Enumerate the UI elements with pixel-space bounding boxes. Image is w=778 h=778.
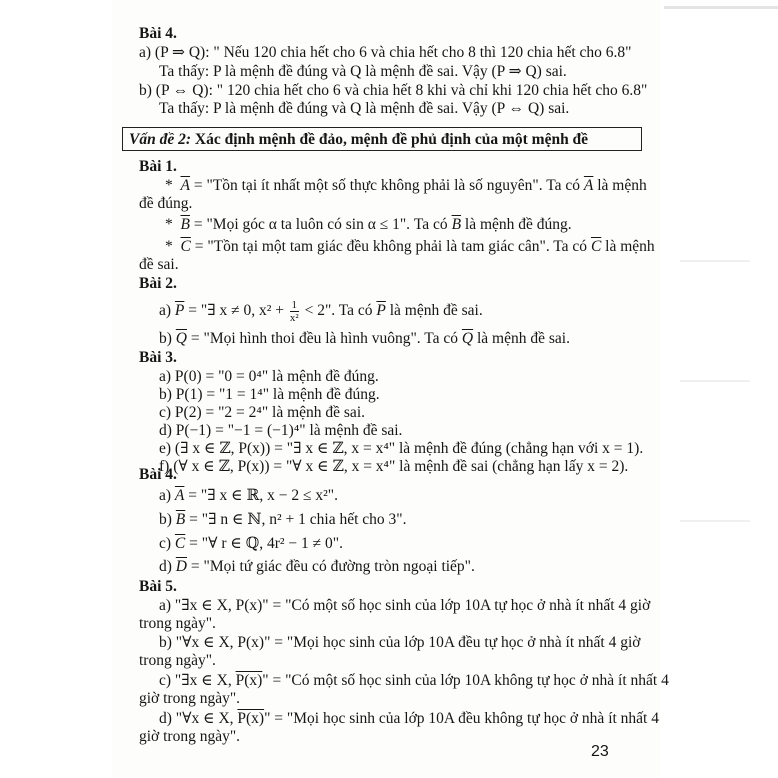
bai3-line: c) P(2) = "2 = 2⁴" là mệnh đề sai.	[159, 404, 365, 421]
overline-var: $\overline{A}$	[174, 487, 185, 504]
bai4-d-text: = "Mọi tứ giác đều có đường tròn ngoại tiếp".	[187, 558, 475, 575]
overline-expr: P(x)	[237, 710, 265, 727]
bai5-line-b: b) "∀x ∈ X, P(x)" = "Mọi học sinh của lớp 10A đều tự học ở nhà ít nhất 4 giờ	[159, 634, 641, 651]
bai4-line-a	[159, 486, 338, 505]
topic-banner	[122, 127, 642, 151]
bai4-line-c	[159, 534, 343, 553]
bai1-b-end: là mệnh đề đúng.	[461, 216, 572, 233]
bai4-line-d	[159, 557, 475, 576]
bai5-line-c	[159, 671, 669, 690]
fraction	[290, 299, 299, 324]
section1-line-a2: Ta thấy: P là mệnh đề đúng và Q là mệnh đề sai. Vậy (P ⇒ Q) sai.	[159, 63, 567, 80]
bleed-through-mark	[680, 380, 750, 382]
bai3-line: e) (∃ x ∈ ℤ, P(x)) = "∃ x ∈ ℤ, x = x⁴" là mệnh đề đúng (chẳng hạn với x = 1).	[159, 440, 644, 457]
bai5-c-pre: c) "∃x ∈ X,	[159, 672, 236, 689]
section1-line-b: b) (P ⇔ Q): " 120 chia hết cho 6 và chia hết 8 khi và chỉ khi 120 chia hết cho 6.8"	[139, 82, 648, 99]
bai1-line-b: * $\overline{B}$ = "Mọi góc α ta luôn có sin α ≤ 1". Ta có $\overline{B}$ là mệnh đề đúng.	[165, 216, 572, 233]
top-edge-rule	[664, 6, 778, 9]
bai1-a-text: = "Tồn tại ít nhất một số thực không phải là số nguyên". Ta có	[189, 177, 584, 194]
bai5-line-c2: giờ trong ngày".	[139, 690, 241, 707]
bai1-line-a-cont: đề đúng.	[139, 195, 193, 212]
textbook-page	[112, 0, 669, 778]
bai5-line-a: a) "∃x ∈ X, P(x)" = "Có một số học sinh của lớp 10A tự học ở nhà ít nhất 4 giờ	[159, 597, 651, 614]
bai2-line-b	[159, 329, 570, 348]
overline-var: $\overline{C}$	[180, 238, 191, 255]
banner-italic: Vấn đề 2:	[129, 131, 191, 148]
overline-var: $\overline{P}$	[174, 302, 185, 320]
bai1-line-a: * $\overline{A}$ = "Tồn tại ít nhất một số thực không phải là số nguyên". Ta có $\overline{A}$ là mệnh	[165, 177, 647, 194]
bleed-through-mark	[680, 260, 750, 262]
fraction-denominator: x²	[289, 312, 299, 324]
bai2-b-text: = "Mọi hình thoi đều là hình vuông". Ta có	[187, 330, 462, 347]
bai1-a-end: là mệnh	[593, 177, 647, 194]
bai2-b-end: là mệnh đề sai.	[473, 330, 570, 347]
overline-var: $\overline{P}$	[376, 302, 386, 320]
bai3-line: f) (∀ x ∈ ℤ, P(x)) = "∀ x ∈ ℤ, x = x⁴" là mệnh đề sai (chẳng hạn lấy x = 2).	[159, 458, 629, 475]
bai1-b-text: = "Mọi góc α ta luôn có sin α ≤ 1". Ta có	[189, 216, 452, 233]
bai4-b-text: = "∃ n ∈ ℕ, n² + 1 chia hết cho 3".	[185, 511, 407, 528]
bai1-title: Bài 1.	[139, 158, 177, 175]
bai4-line-b	[159, 510, 406, 529]
overline-var: $\overline{C}$	[590, 238, 602, 255]
overline-var: $\overline{C}$	[174, 535, 186, 552]
section1-line-b2: Ta thấy: P là mệnh đề đúng và Q là mệnh đề sai. Vậy (P ⇔ Q) sai.	[159, 100, 570, 117]
overline-var: $\overline{B}$	[180, 216, 190, 233]
section1-line-a: a) (P ⇒ Q): " Nếu 120 chia hết cho 6 và chia hết cho 8 thì 120 chia hết cho 6.8"	[139, 44, 632, 61]
overline-expr: P(x)	[235, 672, 263, 689]
bai3-line: a) P(0) = "0 = 0⁴" là mệnh đề đúng.	[159, 368, 379, 385]
bai5-line-b2: trong ngày".	[139, 652, 216, 669]
bai3-line: d) P(−1) = "−1 = (−1)⁴" là mệnh đề sai.	[159, 422, 403, 439]
bai4-c-prefix: c)	[159, 535, 175, 552]
bai5-title: Bài 5.	[139, 578, 177, 595]
bai4-a-prefix: a)	[159, 487, 175, 504]
bai2-a-text1: = "∃ x ≠ 0, x² +	[184, 302, 288, 320]
bai2-b-prefix: b)	[159, 330, 176, 347]
bai2-a-text2: < 2". Ta có	[300, 302, 377, 320]
bai1-c-end: là mệnh	[601, 238, 655, 255]
bai4-c-text: = "∀ r ∈ ℚ, 4r² − 1 ≠ 0".	[185, 535, 343, 552]
bai4-b-prefix: b)	[159, 511, 176, 528]
bai2-line-a	[159, 299, 483, 324]
bai4-a-text: = "∃ x ∈ ℝ, x − 2 ≤ x²".	[184, 487, 338, 504]
bai1-line-c-cont: đề sai.	[139, 256, 179, 273]
overline-var: $\overline{D}$	[175, 558, 187, 575]
overline-var: $\overline{A}$	[583, 177, 594, 194]
page-number: 23	[591, 743, 609, 760]
bleed-through-mark	[680, 520, 750, 522]
bai5-d-pre: d) "∀x ∈ X,	[159, 710, 238, 727]
bai5-c-post: " = "Có một số học sinh của lớp 10A không tự học ở nhà ít nhất 4	[262, 672, 669, 689]
bai2-a-end: là mệnh đề sai.	[385, 302, 483, 320]
overline-var: $\overline{B}$	[175, 511, 186, 528]
bai2-a-prefix: a)	[159, 302, 175, 320]
overline-var: $\overline{Q}$	[175, 330, 187, 347]
bai3-title: Bài 3.	[139, 349, 177, 366]
section1-title: Bài 4.	[139, 25, 177, 42]
bai2-title: Bài 2.	[139, 275, 177, 292]
bai4-title: Bài 4.	[139, 466, 177, 483]
bai1-c-text: = "Tồn tại một tam giác đều không phải là tam giác cân". Ta có	[190, 238, 591, 255]
bai5-d-post: " = "Mọi học sinh của lớp 10A đều không tự học ở nhà ít nhất 4	[264, 710, 659, 727]
bai5-line-d	[159, 709, 659, 728]
fraction-numerator: 1	[291, 299, 298, 311]
bai5-line-a2: trong ngày".	[139, 615, 216, 632]
bai4-d-prefix: d)	[159, 558, 176, 575]
banner-text: Xác định mệnh đề đảo, mệnh đề phủ định của một mệnh đề	[191, 131, 589, 148]
bai1-line-c: * $\overline{C}$ = "Tồn tại một tam giác đều không phải là tam giác cân". Ta có $\overline{C}$ là mệnh	[165, 238, 655, 255]
bai3-line: b) P(1) = "1 = 1⁴" là mệnh đề đúng.	[159, 386, 380, 403]
bai5-line-d2: giờ trong ngày".	[139, 728, 241, 745]
overline-var: $\overline{Q}$	[461, 330, 474, 347]
overline-var: $\overline{B}$	[451, 216, 462, 233]
overline-var: $\overline{A}$	[180, 177, 190, 194]
